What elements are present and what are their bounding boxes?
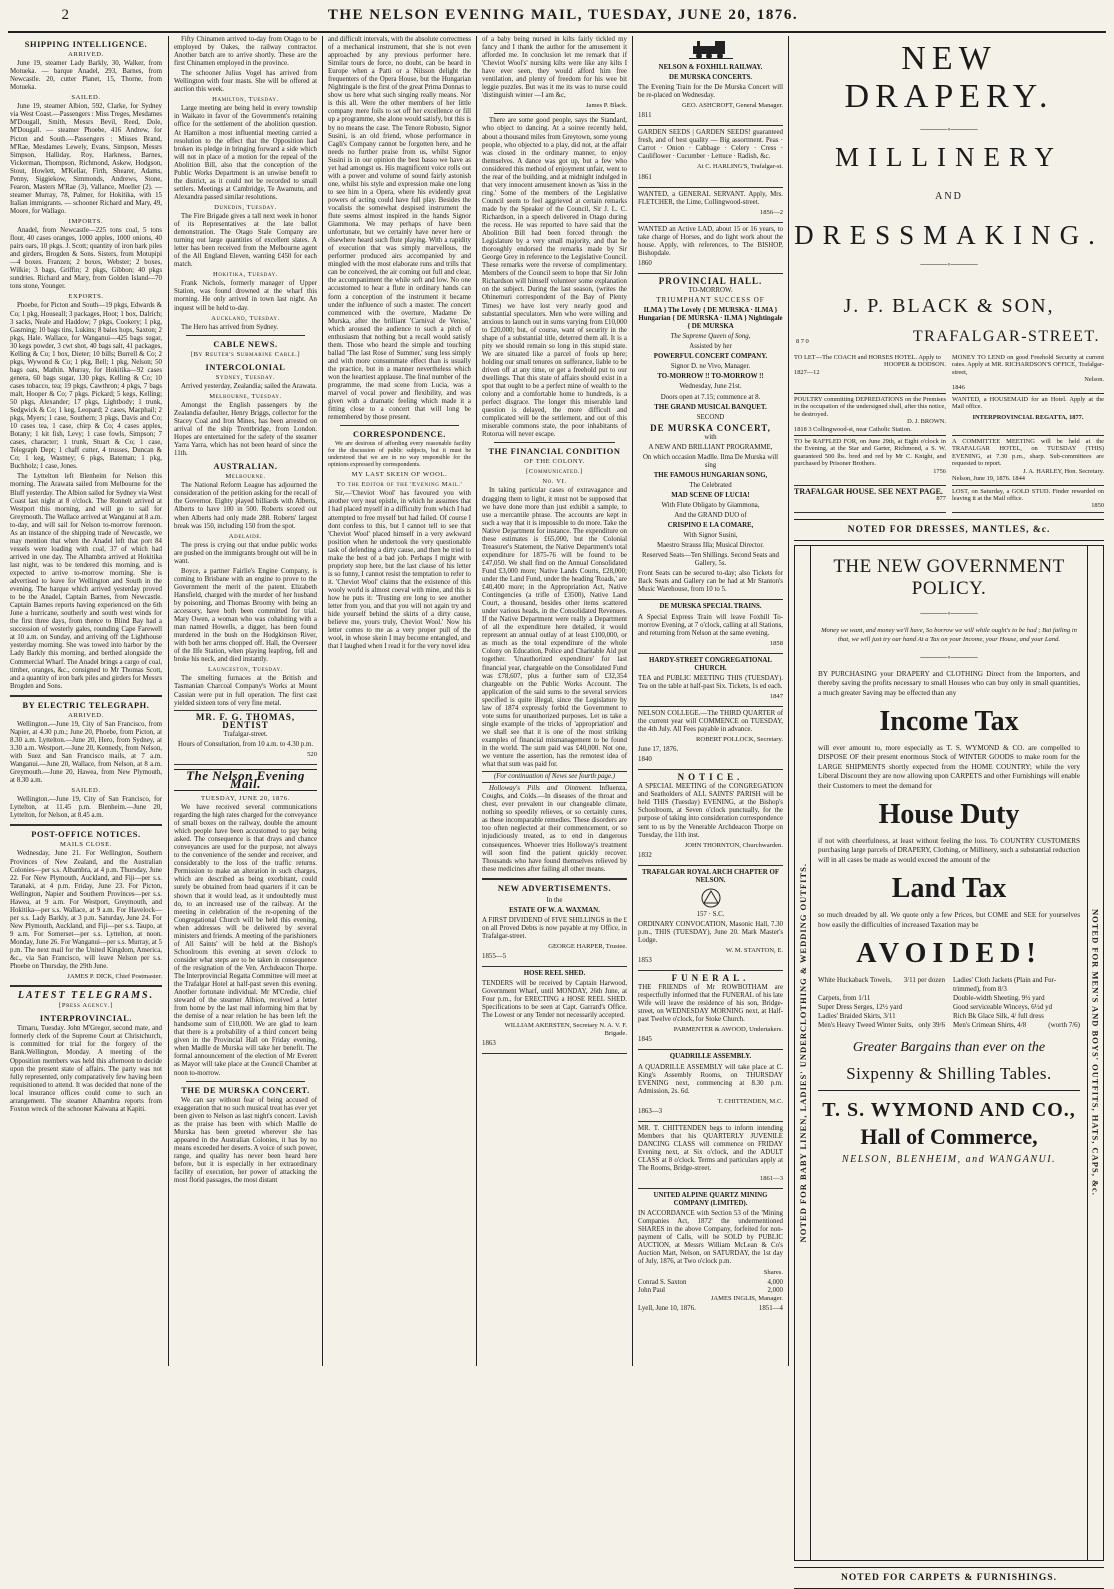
estate-signature: GEORGE HARPER, Trustee. [548, 942, 627, 950]
right-vertical-text: NOTED FOR MEN'S AND BOYS' OUTFITS, HATS, CAPS, &c. [1090, 909, 1101, 1197]
college-date: June 17, 1876. [638, 746, 679, 754]
front-seats-text: Front Seats can be secured to-day; also Tickets for Back Seats and Gallery can be had at Mr Stanton's Music Warehouse, from 10 to 5. [638, 570, 783, 594]
dancing-number: 1861—3 [759, 1175, 783, 1183]
small-ad-text: TO LET—The COACH and HORSES HOTEL. Apply to [794, 354, 941, 361]
trafalgar-street-label [794, 328, 1104, 346]
divider [10, 824, 162, 826]
column-rule [788, 36, 789, 1366]
price-item-name: Double-width Sheeting, 9½ yard [953, 994, 1045, 1002]
price-item-name: Rich Bk Glace Silk, 4/ full dress [953, 1012, 1044, 1020]
price-item [818, 1003, 945, 1012]
price-item [818, 976, 945, 994]
hungarian-song: THE FAMOUS HUNGARIAN SONG, [653, 471, 768, 479]
communicated-label: [Communicated.] [526, 468, 583, 476]
sailed-text: June 19, steamer Albion, 592, Clarke, for Sydney via West Coast.—Passengers : Miss Treges, Mesdames M'Dougall, Smith, Messrs Bevil, Reed, Dole, M'Dougall. — steamer Phoebe, 416 Andrew, for Picton and South.—Passengers : Misses Brand, M'Rae, Mesdames Lewely, Evans, Simpson, Messrs Simpson, Halliday, Roy, Harkness, Barnes, Vickerman, Thompson, Richmond, Askew, Hodgson, Stout, Howlett, M'Kellar, Firth, Shearer, Adams, Penny, Siggiekow, Simmonds, Andrews, Stone, Fearon, Masters M'Rae (3), Vallance, Moeller (2). — steamer Murray, 78, Palmer, for Hokitika, with 15 Italian immigrants. — schooner Richard and Mary, 49, Moore, for Wallago. [10, 103, 162, 215]
susini-label: With Signor Susini, [683, 532, 738, 540]
sydney-dateline: Sydney, Tuesday. [215, 373, 276, 381]
mails-text: Wednesday, June 21. For Wellington, Southern Provinces of New Zealand, and the Australian Colonies—per s.s. Albambra, at 4 p.m. Thursday, June 22. For New Plymouth, Auckland, and Fiji—per s.s. Taranaki, at 4 p.m. Friday, June 23. For Picton, Wellington, Napier and Southern Provinces—per s.s. Hawea, at 9 a.m. For Westport, Greymouth, and Hokitika—per s.s. Wallace, at 9 a.m. For Havelock—per s.s. Lady Barkly, at 3 p.m. Saturday, June 24. For New Plymouth, Auckland, and Fiji—per s.s. Taupo, at 9 a.m. For Somerset—per s.s. Lyttelton, at noon. Monday, June 26. For Wanganui—per s.s. Murray, at 5 p.m. The next mail for the United Kingdom, America, &c., via San Francisco, will leave Nelson per s.s. Phoebe on Thursday, the 29th June. [10, 850, 162, 971]
price-item-name: Good serviceable Winceys, 6½d yd [953, 1003, 1053, 1011]
column-rule [476, 36, 477, 1366]
exports-heading: EXPORTS. [68, 293, 104, 301]
dentist-number: 520 [307, 750, 317, 758]
mining-advertisement [638, 1190, 783, 1316]
ornament-divider: ———◦——— [920, 651, 978, 662]
melbourne-text: Amongst the English passengers by the Zealandia defaulter, Henry Briggs, collector for the Stacey Coal and Iron Mines, has been arrested on arrival of the ship Trentbridge, from London. Hopes are entertained for the safety of the steamer Yarra Yarra, which has not been heard of since the 11th. [174, 401, 317, 458]
hose-text: TENDERS will be received by Captain Harwood, Government Wharf, until MONDAY, 26th June, at Four p.m., for ERECTING a HOSE REEL SHED. Specifications to be seen at Capt. Garrard's Office. The Lowest or any Tender not necessarily accepted. [482, 980, 627, 1020]
mining-heading: UNITED ALPINE QUARTZ MINING COMPANY (LIMITED). [653, 1192, 768, 1208]
correspondence-note: We are desirous of affording every reasonable facility for the discussion of public subjects, but it must be understood that we are in no way responsible for the opinions expressed by correspondents. [328, 441, 471, 469]
hamilton-text: Large meeting are being held in every township in Waikato in favor of the Government's retaining office for the settlement of the abolition question. At Hamilton a most influential meeting carried a resolution to the effect that the Opposition had broken its pledge in bringing forward a side which will not in place of a motion for the repeal of the Abolition Bill, also that the conception of the Public Works Department is an unwise benefit to the district, as it could not be recorded to small settlers. Meetings at Cambridge, Te Awamutu, and Alexandra passed similar resolutions. [174, 105, 317, 201]
mining-number: 1851—4 [758, 1304, 783, 1312]
letter-signature: James P. Black. [585, 102, 627, 110]
provincial-hall-advertisement [638, 275, 783, 601]
ornament-divider: ———◦——— [920, 124, 978, 134]
small-ad [794, 394, 946, 436]
column-1 [10, 36, 162, 1366]
dancing-class-advertisement [638, 1123, 783, 1189]
chapter-numbers: 157 · S.C. [696, 910, 725, 918]
trains-heading: DE MURSKA SPECIAL TRAINS. [659, 603, 762, 611]
dentist-street: Trafalgar-street. [223, 730, 268, 738]
price-item-name: White Huckaback Towels, [818, 976, 892, 984]
intercolonial-heading: INTERCOLONIAL [205, 362, 286, 372]
sydney-text: Arrived yesterday, Zealandia; sailed the Arawata. [181, 382, 317, 390]
price-list [818, 976, 1080, 1030]
small-ad-signature: Nelson. [1084, 376, 1104, 384]
continuation-note: (For continuation of News see fourth page.) [482, 771, 627, 783]
black-and-son-name: J. P. BLACK & SON, [843, 295, 1055, 317]
masonic-emblem-icon [696, 887, 726, 909]
telegraph-heading: BY ELECTRIC TELEGRAPH. [22, 700, 150, 710]
lad-wanted-advertisement [638, 224, 783, 274]
hall-heading: PROVINCIAL HALL. [658, 275, 763, 286]
tomorrow-label: TO-MORROW. [688, 286, 733, 294]
price-item-price: (worth 7/6) [1048, 1021, 1080, 1029]
quadrille-text: A QUADRILLE ASSEMBLY will take place at C. King's Assembly Rooms, on THURSDAY EVENING next, commencing at 8.30 p.m. Admission, 2s. 6d. [638, 1063, 783, 1095]
column-3 [328, 36, 471, 1366]
shareholder-name: Conrad S. Saxton [638, 1278, 687, 1286]
railway-number: 1811 [638, 112, 652, 120]
column-rule [632, 36, 633, 1366]
convocation-number: 1853 [638, 957, 652, 965]
drapery-number: 870 [796, 338, 811, 345]
mad-scene: MAD SCENE OF LUCIA! [671, 491, 750, 499]
wymond-firm-name: T. S. WYMOND AND CO., [818, 1090, 1080, 1122]
small-ad-signature: J. A. HARLEY, Hon. Secretary. [1023, 467, 1104, 475]
dunedin-text: The Fire Brigade gives a tall next week in honor of its Representatives at the late ballot demonstration. The Otago Stale Company are turning out large quantities of excellent slates. A letter has been received from the Melbourne agent of the All England Eleven, wanting £450 for each match. [174, 212, 317, 269]
left-vertical-text: NOTED FOR BABY LINEN, LADIES' UNDERCLOTHING & WEDDING OUTFITS. [797, 863, 808, 1243]
hamilton-dateline: Hamilton, Tuesday. [212, 96, 279, 104]
mining-shares-label: Shares. [763, 1268, 783, 1276]
auckland-dateline: Auckland, Tuesday. [211, 314, 280, 322]
small-ad-text-2: INTERPROVINCIAL REGATTA, 1877. [972, 413, 1084, 421]
divider [10, 985, 162, 987]
locomotive-icon [689, 38, 733, 60]
finance-subheading: OF THE COLONY. [523, 458, 586, 466]
railway-text: The Evening Train for the De Murska Concert will be re-placed on Wednesday. [638, 84, 783, 100]
vogel-text: The schooner Julius Vogel has arrived from Wellington with four masts. She will be offered at auction this week. [174, 70, 317, 94]
divider [494, 113, 615, 114]
policy-paragraph-4: so much dreaded by all. We quote only a few Prices, but COME and SEE for yourselves how easily the difficulties of increased Taxation may be [818, 911, 1080, 929]
launceston-dateline: Launceston, Tuesday. [208, 666, 283, 674]
divider [10, 695, 162, 697]
dentist-hours: Hours of Consultation, from 10 a.m. to 4.30 p.m. [177, 740, 314, 748]
imports-text: Anadel, from Newcastle—225 tons coal, 5 tons flour, 40 cases oranges, 1000 apples, 1000 onions, 40 pairs oars, 10 pkgs. J. Scott; quantity of iron bark piles and girders, Brogden & Sons. Sisters, from Motupipi—4 boxes. Franzen; 2 boxes, Webster; 2 boxes, Wilkie; 3 bags, Griffin; 2 pkgs, Gibbon; 40 pkgs sundries. Richard and Mary, from Golden Island—70 tons stone, Younger. [10, 227, 162, 291]
estate-in: In the [546, 896, 563, 904]
adelaide-dateline: Adelaide. [228, 532, 263, 540]
small-ad-number: 1756 [933, 467, 946, 475]
assisted-label: Assisted by her [689, 343, 732, 351]
arrived-text: June 19, steamer Lady Barkly, 30, Walker, from Motueka. — barque Anadel, 293, Barnes, from Newcastle. 20, cutter Planet, 15, Thorne, from Motueka. [10, 60, 162, 92]
reserved-seats: Reserved Seats—Ten Shillings. Second Seats and Gallery, 5s. [642, 552, 779, 568]
notice-heading: NOTICE. [677, 772, 744, 783]
small-ads-grid [794, 352, 1104, 513]
servant-wanted-advertisement [638, 189, 783, 223]
noted-carpets-banner: NOTED FOR CARPETS & FURNISHINGS. [794, 1567, 1104, 1589]
sixpenny-tables: Sixpenny & Shilling Tables. [846, 1064, 1052, 1083]
hokitika-dateline: Hokitika, Tuesday. [212, 271, 279, 279]
small-ad-number: 1818 3 Collingwood-st, near Catholic Station. [794, 425, 912, 433]
newspaper-title: THE NELSON EVENING MAIL, TUESDAY, JUNE 20, 1876. [327, 6, 799, 23]
mining-signature: JAMES INGLIS, Manager. [710, 1294, 783, 1302]
page-number: 2 [61, 6, 70, 23]
price-item [953, 994, 1080, 1003]
holloway-title: Holloway's Pills and Ointment. [489, 785, 592, 793]
maestro-label: Maestro Strauss Illa; Musical Director. [657, 542, 764, 550]
small-ad-text: WANTED, a HOUSEMAID for an Hotel. Apply at the Mail office. [952, 396, 1104, 411]
tel-arrived-text: Wellington.—June 19, City of San Francisco, from Napier, at 4.30 p.m.; June 20, Phoebe, from Picton, at 8.30 a.m. Lyttelton.—June 20, Hero, from Sydney, at 3.30 a.m. Westport.—June 20, Kennedy, from Nelson, with Suez and San Francisco mails, at 7 a.m. Wanganui.—June 20, Wallace, from Nelson, at 8 a.m. Greymouth.—June 20, Hawea, from New Plymouth, at 8.30 a.m. [10, 720, 162, 785]
press-agency-label: [Press Agency.] [59, 1002, 113, 1010]
brisbane-text: Boyce, a partner Fairlie's Engine Company, is coming to Brisbane with an engine to prove to the Government the merit of the patent. Elizabeth Hansfield, charged with the murder of her husband by poisoning, and Thomas Broomy with being an accessory, have both been committed for trial. Mary Owen, a woman who was cohabiting with a man named Howells, a digger, has been found murdered in the bush on the Hodgkinson River, with both her arms chopped off. Hall, the Overseer of the Ilfe Station, when playing leapfrog, fell and broke his neck, and died instantly. [174, 567, 317, 664]
letter-continued-text: of a baby being nursed in kilts fairly tickled my fancy and I thank the author for the amusement it afforded me. In conclusion let me remark that if 'Cheviot Wool's' nursing kilts were like any kilts I have ever seen, they would afford him free ventilation, and plenty of freedom for his wee bit leggie puzzles. But was it me its was to nurse could 'distinguish winter —I am &c, [482, 36, 627, 100]
postmaster-signature: JAMES P. DICK, Chief Postmaster. [67, 973, 162, 981]
garden-text: GARDEN SEEDS | GARDEN SEEDS! guaranteed fresh, and of best quality — Big assortment. Peas · Carrot · Onion · Cabbage · Celery · Cress · Cauliflower · Cucumber · Lettuce · Radish, &c. [638, 129, 783, 161]
railway-heading: NELSON & FOXHILL RAILWAY. [658, 64, 763, 71]
murska-concert-heading: THE DE MURSKA CONCERT. [181, 1085, 310, 1095]
editorial-date: TUESDAY, JUNE 20, 1876. [201, 794, 290, 802]
reuter-credit: [By Reuter's Submarine Cable.] [190, 350, 301, 358]
small-ad-number: 1846 [952, 383, 965, 391]
occasion-label: On which occasion Madlle. Ilma De Murska will sing [642, 453, 779, 469]
funeral-signature: PARMENTER & AWOOD, Undertakers. [673, 1026, 783, 1034]
railway-signature: GEO. ASHCROFT, General Manager. [682, 102, 783, 110]
congregational-advertisement [638, 655, 783, 707]
small-ad-number: 1827—12 [794, 368, 820, 376]
murska-concerts-heading: DE MURSKA CONCERTS. [668, 74, 753, 82]
flute-label: With Flute Obligato by Giammona, [661, 502, 760, 510]
small-ad-text: MONEY TO LEND on good Freehold Security at current rates. Apply at MR. RICHARDSON'S OFFICE, Trafalgar-street, [952, 354, 1104, 376]
divider [494, 442, 615, 443]
servant-text: WANTED, a GENERAL SERVANT. Apply, Mrs. FLETCHER, the Lime, Collingwood-street. [638, 190, 783, 206]
with-label: with [704, 433, 717, 441]
column-5 [638, 36, 783, 1366]
imports-heading: IMPORTS. [68, 217, 104, 225]
estate-title: ESTATE OF W. A. WAXMAN. [509, 906, 600, 914]
lad-text: WANTED an Active LAD, about 15 or 16 years, to take charge of Horses, and do light work about the house. Apply, with references, to The BISHOP, Bishopdale. [638, 225, 783, 257]
price-item-price: only 39/6 [918, 1021, 945, 1029]
dunedin-dateline: Dunedin, Tuesday. [214, 203, 277, 211]
quadrille-signature: T. CHITTENDEN, M.C. [717, 1097, 783, 1105]
small-ad-signature: D. J. BROWN. [907, 418, 946, 426]
launceston-text: The smelting furnaces at the British and Tasmanian Charcoal Company's Works at Mount Cassian were put in full operation. The first cast yielded sixteen tons of very fine metal. [174, 675, 317, 707]
ornament-divider: ———◦——— [920, 607, 978, 618]
hose-heading: HOSE REEL SHED. [523, 970, 586, 978]
convocation-signature: W. M. STANTON, E. [725, 946, 783, 954]
tea-text: TEA and PUBLIC MEETING THIS (TUESDAY). Tea on the table at half-past Six. Tickets, 1s ed each. [638, 674, 783, 690]
share-row [638, 1279, 783, 1287]
lad-number: 1860 [638, 259, 652, 267]
price-item-name: Ladies' Braided Skirts, 3/11 [818, 1012, 896, 1020]
branch-towns: NELSON, BLENHEIM, and WANGANUI. [841, 1154, 1057, 1165]
second-label: SECOND [696, 413, 725, 421]
price-item-price: 3/11 per dozen [903, 976, 945, 984]
article-number: No. VI. [542, 478, 567, 486]
price-item-name: Men's Crimean Shirts, 4/8 [953, 1021, 1027, 1029]
crispino-label: CRISPINO E LA COMARE, [667, 522, 754, 530]
small-ad-text: LOST, on Saturday, a GOLD STUD. Finder rewarded on leaving it at the Mail office. [952, 487, 1104, 502]
hokitika-text: Frank Nichols, formerly manager of Upper Station, was found drowned at the wharf this morning. He only arrived in town last night. An inquest will be held to-day. [174, 280, 317, 312]
garden-signature: At C. HARLING'S, Trafalgar-st. [696, 163, 783, 171]
ornament-divider: ———◦——— [920, 259, 978, 269]
correspondence-heading: CORRESPONDENCE. [353, 430, 446, 440]
dancing-text: MR. T. CHITTENDEN begs to inform intending Members that his QUARTERLY JUVENILE DANCING CLASS will commence on FRIDAY Evening next, at Six o'clock, and the ADULT CLASS at 8 o'clock. Terms and particulars apply at The Rooms, Bridge-street. [638, 1124, 783, 1173]
letter-title: MY LAST SKEIN OF WOOL. [351, 471, 448, 479]
price-item [818, 1021, 945, 1030]
column-4 [482, 36, 627, 1366]
funeral-heading: FUNERAL. [671, 973, 750, 984]
small-ad-signature: HOOPER & DODSON. [884, 361, 946, 369]
land-tax-heading: Land Tax [891, 873, 1007, 905]
policy-verse: Money we want, and money we'll have, So borrow we will while ought's to be had ; But failing in that, we will just try our hand At a Tax on your Income, your House, and your Land. [821, 626, 1077, 643]
australian-heading: AUSTRALIAN. [213, 462, 278, 472]
price-item [818, 1012, 945, 1021]
small-ad [952, 352, 1104, 394]
quadrille-advertisement [638, 1051, 783, 1121]
dentist-advertisement [174, 710, 317, 765]
railway-advertisement [638, 62, 783, 126]
price-item [953, 976, 1080, 994]
shareholder-name: John Paul [638, 1286, 665, 1294]
programme-label: A NEW AND BRILLIANT PROGRAMME, [648, 443, 773, 451]
divider [186, 1081, 305, 1082]
interprovincial-text: Timaru, Tuesday. John M'Gregor, second mate, and formerly clerk of the Supreme Court at Christchurch, is committed for trial for the forgery of the Bank.Wellington, Monday. A meeting of the Opposition members was held this afternoon to decide upon the present state of affairs. The party was not fully represented, only comparatively few having been requisitioned to attend. It was decided that none of the local insurance offices could come to such an arrangement. The steamer Alhambra reports from Foxton wreck of the schooner Kaiwana at Kapiti. [10, 1025, 162, 1113]
column-rule [168, 36, 169, 1366]
drapery-panel [794, 36, 1104, 1583]
holloway-body: Influenza, Coughs, and Colds.—In diseases of the throat and chest, ever prevalent in our changeable climate, nothing so speedily relieves, or so certainly cures, as these incomparable remedies. These disorders are too often neglected at their commencement, or so injudiciously treated, as to end in dangerous consequences. Whoever tries Holloway's treatment will soon find the patient quickly recover. Thousands who have found themselves relieved by these medicines after failing all other means. [482, 785, 627, 873]
mining-text: IN ACCORDANCE with Section 53 of the 'Mining Companies Act, 1872' the undermentioned SHARES in the above Company, forfeited for non-payment of Calls, will be SOLD by PUBLIC AUCTION, at Messrs William McLean & Co's Auction Mart, Nelson, on SATURDAY, the 1st day of July, 1876, at Two o'clock p.m. [638, 1210, 783, 1266]
doors-label: Doors open at 7.15; commence at 8. [660, 393, 761, 401]
hardy-heading: HARDY-STREET CONGREGATIONAL CHURCH. [649, 656, 772, 672]
left-vertical-banner [795, 546, 811, 1560]
tomorrow-repeat: TO-MORROW !! TO-MORROW !! [657, 373, 764, 381]
masthead [0, 0, 1114, 30]
and-label: AND [935, 191, 963, 202]
servant-number: 1856—2 [759, 208, 783, 216]
small-ad-text: TRAFALGAR HOUSE. SEE NEXT PAGE. [794, 486, 943, 496]
concert-title: DE MURSKA CONCERT, [650, 422, 771, 433]
signor-label: Signor D. ne Vivo, Manager. [670, 363, 751, 371]
notice-text: A SPECIAL MEETING of the CONGREGATION and Seatholders of ALL SAINTS' PARISH will be held THIS (Tuesday) EVENING, at the Bishop's Schoolroom, at Seven o'clock punctually, for the purpose of taking into consideration correspondence sent to us by the Venerable Archdeacon Thorpe on Tuesday, the 11th inst. [638, 783, 783, 839]
concert-review-text: and difficult intervals, with the absolute correctness of a mechanical instrument, that she is not even approached by any previous performer here. Similar tours de force, no doubt, can be heard in Europe when a Patti or a Nilsson delight the frequenters of the Opera House, but the Hungarian Nightingale is the first of the great Prima Donnas to show us here what such singing really means. Nor is this all. Were the other members of her little company mere foils to set off her excellence or fill up a programme, she alone would satisfy, but this is by no means the case. The Tenore Robusto, Signor Susini, is an old friend, whose performance in Cagli's Company cannot be forgotten here, and he needs no further praise from us, whilst Signor Susini is in our opinion the best basso we have as yet had amongst us. His magnificent voice rolls out with a power and volume of sound fairly astonish one, whilst his style and expression make one long to see him in a Opera, where his evidently great powers of acting could have full play. Besides the vocalists the somewhat despised instrument the flute seems almost inspired in the hands Signor Giammona. We may perhaps of have been unfortunate, but we certainly have never here or elsewhere heard such flute playing. With a rapidity of execution that was simply marvellous, the performer produced airs accompanied by and mingled with the most elaborate runs and trills that can be conceived, the air coming out full and clear, the accompaniment the while soft and low. No one accustomed to hear a flute in ordinary hands can form a conception of the instrument it became under the influence of such a master. The concert commenced with the overture, Madame De Murska, after the brilliant 'Carnival de Venise,' which aroused the audience to such a pitch of enthusiasm that nothing but a recall would satisfy them. Those who heard the simple and touching ballad 'The last Rose of Summer,' sung less simply and with more consummate effect than is usually the practice, but in a manner nevertheless which won the heartiest applause. The final number of the programme, the mad scene from Lucia, was a marvel of vocal power and flexibility, and was given with a dramatic feeling which made it a fitting close to a concert that will long be remembered by those present. [328, 36, 471, 422]
small-ad [794, 486, 946, 513]
hose-signature: WILLIAM AKERSTEN, Secretary N. A. V. F. Brigade. [504, 1022, 627, 1038]
aus-melbourne-dateline: Melbourne. [225, 473, 266, 481]
melbourne-dateline: Melbourne, Tuesday. [209, 392, 282, 400]
column-2 [174, 36, 317, 1366]
tel-sailed-heading: SAILED. [71, 787, 101, 795]
sailed-heading: SAILED. [71, 94, 101, 102]
street-name: TRAFALGAR-STREET. [912, 328, 1100, 345]
small-ad-text: TO be RAFFLED FOR, on June 29th, at Eight o'clock in the Evening, at the Star and Garter, Richmond, a S. W. guaranteed 500 lbs. bred and red by Mr C. Knight, and purchased by Prisoner Brothers. [794, 438, 946, 468]
government-policy-advertisement [794, 545, 1104, 1561]
income-tax-heading: Income Tax [879, 705, 1019, 737]
greater-bargains: Greater Bargains than ever on the [852, 1040, 1046, 1055]
estate-text: A FIRST DIVIDEND of FIVE SHILLINGS in the £ on all Proved Debts is now payable at my Office, in Trafalgar-street. [482, 916, 627, 940]
share-count: 4,000 [767, 1278, 783, 1286]
notice-signature: JOHN THORNTON, Churchwarden. [684, 841, 783, 849]
newspaper-nameplate: The Nelson Evening Mail. [174, 769, 317, 791]
chapter-heading: TRAFALGAR ROYAL ARCH CHAPTER OF NELSON. [641, 868, 780, 884]
cable-news-heading: CABLE NEWS. [213, 339, 278, 349]
company-label: POWERFUL CONCERT COMPANY. [653, 353, 768, 361]
trains-number: 1858 [769, 639, 783, 647]
dentist-name: MR. F. G. THOMAS, DENTIST [195, 711, 296, 730]
exports-text: Phoebe, for Picton and South—19 pkgs, Edwards & Co; 1 pkg, Houseall; 3 packages, Hoot; 1 box, Dalrich; 3 sacks, Neale and Haddow; 7 pkgs, Cookery; 1 pkg, Gasming; 10 bags tins, Lukins; 8 bales hops, Saxton; 2 pkgs, Hale. Wallace, for Wanganui—425 bags sugar, 30 kegs powder, 3 cwt shot, 40 bags salt, 41 packages, Kelling & Co; 1 box, Dieter; 10 bills; Burrell & Co; 2 pkgs, Wywond & Co; 1 pkg, Bell; 1 pkg, Nelson; 50 bags oats, Mathin. Murray, for Hokitika—92 cases genera, 60 bags sugar, 130 pkgs, Kelling & Co; 10 cases tobacco, tea; 19 pkgs, Cawthron; 4 pkgs, 7 bags malt, Hooper & Co; 7 pkgs. Pickard; 5 kegs, Kelling; 50 pkgs, Alexander; 17 pkgs, Lightbody; 1 trunk, Sedgwick & Co; 1 keg, Leopard; 2 cases, Macphail; 2 pkgs, Myers; 1 case, Southern; 3 pkgs, Davis and Co; 10 cases tea, 1 case, chirp & Co; 4 cases apples, Botany; 1 kit fish, Levy; 1 case fowls, Simpson; 7 cases, character; 1 trunk, Stuart & Co; 1 case, Telegraph Dept; 1 chaff cutter, 4 trusses, Duncan & Co; 1 keg, Wastney; 6 pkgs, Bateman; 1 pkg, Buchholz; 1 case, Jones. [10, 302, 162, 471]
house-duty-heading: House Duty [878, 798, 1020, 830]
hose-number: 1863 [482, 1040, 496, 1048]
price-item-name: Super Dress Serges, 12½ yard [818, 1003, 903, 1011]
government-policy-body [812, 546, 1086, 1560]
price-item [818, 994, 945, 1003]
tea-number: 1847 [769, 692, 783, 700]
mails-close-heading: MAILS CLOSE. [60, 841, 112, 849]
millinery-heading: MILLINERY [835, 142, 1063, 172]
mining-date: Lyell, June 10, 1876. [638, 1304, 696, 1312]
price-item [953, 1012, 1080, 1021]
share-count: 2,000 [767, 1286, 783, 1294]
supreme-queen: The Supreme Queen of Song, [670, 333, 751, 341]
small-ad [952, 486, 1104, 513]
avoided-heading: AVOIDED! [856, 938, 1042, 969]
waxman-estate-advertisement [482, 895, 627, 967]
small-ad-number: Nelson, June 19, 1876. 1844 [952, 475, 1025, 483]
garden-number: 1861 [638, 173, 652, 181]
college-signature: ROBERT POLLOCK, Secretary. [696, 736, 783, 744]
celebrated-label: The Celebrated [689, 481, 732, 489]
price-item [953, 1003, 1080, 1012]
tel-sailed-text: Wellington.—June 19, City of San Francisco, for Lyttelton, at 11.45 p.m. Blenheim.—June 20, Lyttelton, for Nelson, at 8.45 a.m. [10, 796, 162, 820]
right-vertical-banner [1087, 546, 1103, 1560]
latest-telegrams-heading: LATEST TELEGRAMS. [17, 990, 155, 1002]
wednesday-label: Wednesday, June 21st. [679, 383, 742, 391]
small-ad-number: 877 [936, 494, 946, 502]
price-item-name: Men's Heavy Tweed Winter Suits, [818, 1021, 914, 1029]
small-ad-text: POULTRY committing DEPREDATIONS on the Premises in the occupation of the undersigned shall, after this notice, be destroyed. [794, 396, 946, 418]
convocation-text: ORDINARY CONVOCATION, Masonic Hall, 7.30 p.m., THIS (TUESDAY), June 20. Mark Master's Lodge. [638, 920, 783, 944]
column-rule [322, 36, 323, 1366]
ilma-lines: ILMA } The Lovely { DE MURSKA · ILMA } Hungarian { DE MURSKA · ILMA } Nightingale { DE MURSKA [638, 307, 783, 331]
editorial-text: We have received several communications regarding the high rates charged for the conveyance of small boxes on the railway, double the amount which people have been accustomed to pay being asked. The consequence is that drays and chance conveyances are used for the purpose, not always to the convenience of the sender and receiver, and considerably to the loss of the traffic returns. Permission to make an alteration in such charges, which are described as being exorbitant, could surely be obtained from head quarters if it can be shown that it would lead, as it undoubtedly must do, to an increased use of the railway. At the meeting in celebration of the re-opening of the Congregational Church will be held this evening, when addresses will be delivered by several ministers and friends. A meeting of the parishioners of All Saints' will be held at the Bishop's Schoolroom this evening at seven o'clock to consider what steps are to be taken in consequence of the resignation of the Ven. Archdeacon Thorpe. The Interprovincial Regatta Committee will meet at the Trafalgar Hotel at half-past seven this evening. Another fortunate individual. Mr M'Credie, chief steward of the steamer Albion, received a letter from home by the last mail informing him that by the demise of a near relation he has been left the handsome sum of £10,000. We are glad to learn that there is a probability of a third concert being given in the Provincial Hall on Friday evening, when Madlle de Murska will take her benefit. The formal announcement of the election of Mr Everett as Mayor will take place at the Council Chamber at noon to-morrow. [174, 803, 317, 1077]
small-ad [794, 436, 946, 485]
notice-number: 1832 [638, 851, 652, 859]
funeral-advertisement [638, 972, 783, 1050]
small-ad [794, 352, 946, 394]
standard-text: There are some good people, says the Standard, who object to dancing. At a soiree recently held, about a thousand miles from Greytown, some young people, who objected to a play, did not, at the affair was closed in the ordinary manner, to enjoy themselves. A dance was got up, but a few who considered this method of enjoyment unfair, went to the rear of the building, and at midnight indulged in that very innocent amusement known as 'kiss in the ring.' Some of the members of the Legislative Council seem to feel aggrieved at certain remarks made by the Speaker of the Council, Sir J. L. C. Richardson, in a speech delivered in Otago during the recess. He was reported to have said that the Abolition Bill had been forced through the Legislature by a very small majority, and that he thoroughly endorsed the remarks made by Sir George Grey in reference to the Legislative Council. These remarks were the reverse of complimentary. Members of the Council seem to hope that Sir John Richardson will himself volunteer some explanation on the subject. During the last season, (writes the Ohinemuri correspondent of the Bay of Plenty Times) we have lost very nearly good and substantial speculators. Men who were willing and anxious to launch out in sums varying from £10,000 to £20,000; but, of course, want of security in the shape of a substantial title, deterred them all. It is a pity we should remain so long in this stupid state. We are situated like a parcel of fools up here; holding our small tenures on sufferance, liable to be driven off at any time, or get a freehold put to our dwellings. That this state of affairs should exist in a spot that ought to be a perfect mine of wealth to the colony and a comfortable home to hundreds, is a perfect disgrace. The longer this miserable land question is delayed, the more difficult and complicated will be the settlement, and out of this miserable commons state, the poor inhabitants of Rotorua will never escape. [482, 117, 627, 439]
college-text: NELSON COLLEGE.—The THIRD QUARTER of the current year will COMMENCE on TUESDAY, the 4th July. All Fees payable in advance. [638, 709, 783, 734]
policy-paragraph-2: will ever amount to, more especially as T. S. WYMOND & CO. are compelled to DISPOSE OF their present enormous Stock of WINTER GOODS to make room for the LARGE SHIPMENTS shortly expected from the HOME COUNTRY; while the very Liberal Discount they are now allowing upon CARPETS and other Furnishings will enable their Customers to meet the demand for [818, 743, 1080, 790]
holloway-text [482, 785, 627, 874]
divider [186, 335, 305, 336]
divider [340, 425, 459, 426]
trains-text: A Special Express Train will leave Foxhill To-morrow Evening, at 7 o'clock, calling at all Stations, and returning from Nelson at the same evening. [638, 613, 783, 637]
college-advertisement [638, 708, 783, 770]
hall-of-commerce: Hall of Commerce, [860, 1124, 1038, 1149]
murska-concert-text: We can say without fear of being accused of exaggeration that no such musical treat has ever yet been given to Nelson as last night's concert. Lavish as the praise has been with which Madlle de Murska has been greeted wherever she has appeared in the Australian Colonies, it has by no means exceeded her deserts. A voice of such power, range, and quality has never been heard here before, but it is especially in her extraordinary facility of execution, her power of attacking the most florid passages, the most distant [174, 1096, 317, 1185]
new-drapery-heading: NEW DRAPERY. [844, 40, 1054, 115]
mining-footer [638, 1305, 783, 1313]
letter-text: Sir,—'Cheviot Wool' has favoured you with another very neat epistle, in which he assumes that I had placed myself in a difficulty from which I had attempted to free myself but had failed. Of course I dont confess to this, but I cannot tell to see that 'Cheviot Wool' placed himself in a very awkward position when he undertook the very questionable task of defending a dirty cause, and then he tried to make the best of a bad job. Perhaps I might with propriety stop here, but the last clause of his letter is so funny, I cannot resist the temptation to refer to it. 'Cheviot Wool' claims that the existence of this wooly world is almost coeval with mine, and this is how he puts it: 'Trusting ere long to see another letter from you, and that you will not again try and hide yourself behind the skirts of a dirty cause, believe me, yours truly, Cheviot Wool.' Now his letter comes to me as a very proper pull of the wool, in whose skein I may become entangled, and that I laughed when I read it for the very novel idea [328, 490, 471, 651]
interprovincial-heading: INTERPROVINCIAL. [39, 1014, 133, 1024]
hose-reel-advertisement [482, 968, 627, 1054]
small-ad-number: 1850 [1091, 502, 1104, 510]
estate-number: 1855—5 [482, 953, 507, 961]
banquet-label: THE GRAND MUSICAL BANQUET. [654, 403, 767, 411]
small-ad [952, 394, 1104, 436]
small-ad [952, 436, 1104, 485]
policy-paragraph-1: BY PURCHASING your DRAPERY and CLOTHING Direct from the Importers, and thereby saving the profits necessary to small Houses who can buy only in small quantities, a much greater Saving may be effected than any [818, 669, 1080, 697]
price-item [953, 1021, 1080, 1030]
small-ad-text: A COMMITTEE MEETING will be held at the TRAFALGAR HOTEL, on TUESDAY (THIS) EVENING, at 7.30 p.m., sharp. Sub-committees are requested to report. [952, 438, 1104, 468]
post-office-heading: POST-OFFICE NOTICES. [31, 830, 141, 840]
share-row [638, 1287, 783, 1295]
letter-addressee: To the Editor of the 'Evening Mail.' [336, 481, 463, 489]
government-policy-title: THE NEW GOVERNMENT POLICY. [833, 555, 1065, 599]
masthead-rule [8, 31, 1106, 33]
new-ads-heading: NEW ADVERTISEMENTS. [497, 883, 612, 893]
noted-dresses-banner: NOTED FOR DRESSES, MANTLES, &c. [794, 519, 1104, 541]
triumphant-label: TRIUMPHANT SUCCESS OF [656, 297, 765, 305]
policy-paragraph-3: if not with cheerfulness, at least without feeling the loss. To COUNTRY CUSTOMERS purchasing large parcels of DRAPERY, Clothing, or Millinery, such a substantial reduction will in all cases be made as would exceed the amount of the [818, 836, 1080, 864]
special-trains-advertisement [638, 601, 783, 653]
tel-arrived-heading: ARRIVED. [68, 711, 104, 719]
auckland-text: The Hero has arrived from Sydney. [181, 323, 279, 331]
finance-heading: THE FINANCIAL CONDITION [488, 447, 621, 457]
aus-melbourne-text: The National Reform League has adjourned the consideration of the petition asking for the recall of the Governor. Eighty played billiards with Alberts, Alberts to have 100 in 500. Roberts scored out when Alberts had only made 288. Roberts' largest break was 150, including 150 from the spot. [174, 482, 317, 530]
finance-text: In taking particular cases of extravagance and dragging them to light, it must not be supposed that we have done more than just exhibit a sample, to use a mercantile phrase. The accounts are kept in such a way that it is impossible to do more. Take the Native Department for instance. The expenditure on these estimates is £65,000, but the Colonial Treasurer's Statement, the Native Department's total expenditure for 1875-76 will be found to be £47,050. We shall find on the Annual Consolidated Fund £3,000 more; Native Lands Courts, £28,000; under the Land Fund, under the heading 'Roads,' are £40,400 more; in the Appropriation Act, Native Contingencies (a trifle of £3500), Native Land Court, a thousand, besides other items scattered under various heads, in the Consolidated Revenues. If the Native Department were really a Department of all the expenditure here detailed, it would represent an annual outlay of at least £100,000, or as much as the total expenditure of the whole Colony on Education, Police and Charitable Aid put together. 'Unauthorized expenditure' for last financial year, chargeable on the Consolidated Fund was £78,607, plus a further sum of £32,354 chargeable on the Public Works Account. The application of the said sums to the several services specified is quite illegal, since the Legislature by law of 1874 expressly forbid the Government to vote sums for unauthorized purposes. Let us take a single example of the tricks of 'appropriation' and we shall see that it is one of the most striking examples of financial mismanagement to be found in the world. The sum paid was £40,000. Not one, we venture the assertion, has the remotest idea of what that sum was paid for. [482, 487, 627, 769]
chinamen-text: Fifty Chinamen arrived to-day from Otago to be employed by Oakes, the railway contractor. Another batch are to arrive shortly. These are the first Chinamen employed in the province. [174, 36, 317, 68]
chapter-advertisement [638, 867, 783, 971]
funeral-number: 1845 [638, 1036, 652, 1044]
price-item-name: Ladies' Cloth Jackets (Plain and Fur-trimmed), from 8/3 [953, 976, 1057, 993]
notice-advertisement [638, 771, 783, 865]
dressmaking-heading: DRESSMAKING. [794, 220, 1104, 250]
adelaide-text: The press is crying out that undue public works are pushed on the immigrants brought out will be in want. [174, 541, 317, 565]
divider [482, 878, 627, 880]
duo-label: And the GRAND DUO of [674, 512, 747, 520]
wharf-notes: The Lyttelton left Blenheim for Nelson this morning. The Arawata sailed from Melbourne for the Bluff yesterday. The Albion sailed for Sydney via West Coast last night at 8 o'clock. The Ronnelt arrived at Westport this morning, and will go to sail for Greymouth. The Wallace arrived at Wanganui at 8 a.m. to-day, and will sail for Nelson to-morrow forenoon. As an instance of the shipping trade of Newcastle, we may mention that when the Anadel left that port 84 vessels were loading with coal, 37 of which had arrived in one day. The Alhambra arrived at Hokitika last night, was to be tendered this morning, and is expected to arrive to-morrow morning. She is advertised to leave for Wellington and South in the evening. The barque which arrived yesterday proved to be the Anadel, Captain Barnes, from Newcastle. Captain Barnes reports having experienced on the 6th June a hurricane, southerly and south west winds for the first three days, from thence to Blind Bay had a succession of westerly gales, rounding Cape Farewell at 10 a.m. on Sunday, and arriving off the Lighthouse yesterday morning. She was towed into harbor by the Lady Barkly this morning, and berthed alongside the Commercial Wharf. The Anadel brings a cargo of coal, timber, oranges, &c., consigned to Mr Thomas Scott, and a quantity of iron bark piles and girders for Messrs Brogden and Sons. [10, 473, 162, 690]
garden-seeds-advertisement [638, 127, 783, 187]
quadrille-number: 1863—3 [638, 1107, 663, 1115]
college-number: 1840 [638, 756, 652, 764]
shipping-heading: SHIPPING INTELLIGENCE. [24, 40, 148, 49]
arrived-heading: ARRIVED. [68, 51, 104, 59]
price-item-name: Carpets, from 1/11 [818, 994, 871, 1002]
quadrille-heading: QUADRILLE ASSEMBLY. [669, 1053, 752, 1061]
funeral-text: THE FRIENDS of Mr ROWBOTHAM are respectfully informed that the FUNERAL of his late Wife will leave the residence of his son, Bridge-street, on WEDNESDAY MORNING next, at Half-past Twelve o'clock, for Stoke Church. [638, 984, 783, 1024]
